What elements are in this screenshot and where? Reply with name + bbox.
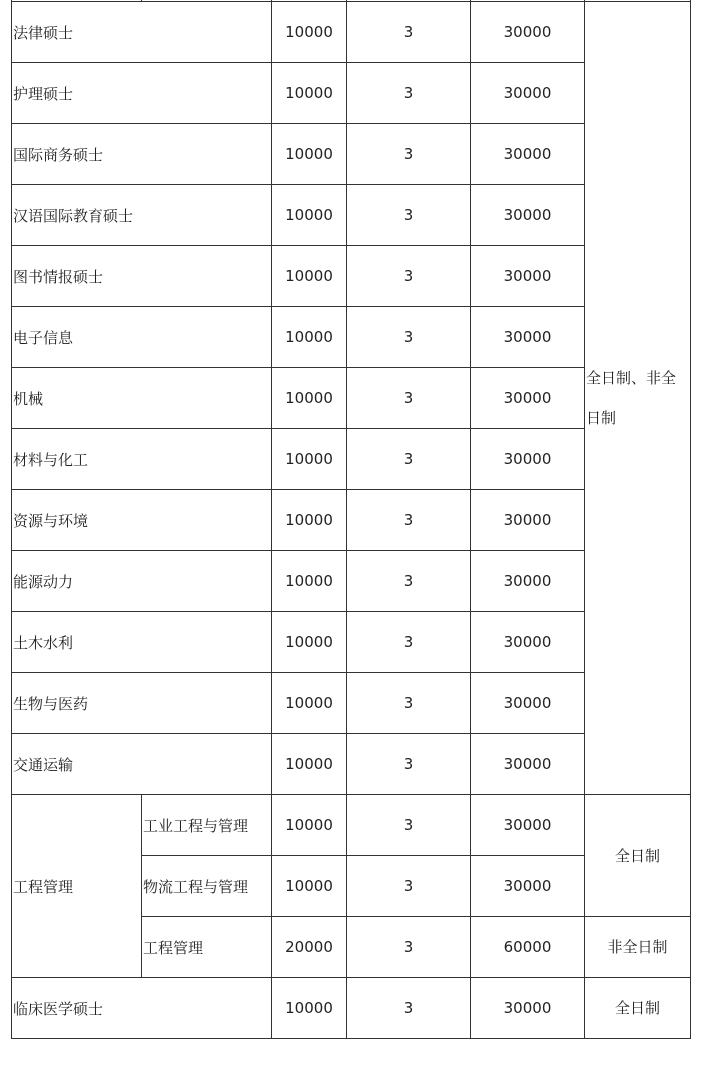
degree-name-cell: 土木水利 xyxy=(12,612,272,673)
degree-name-cell: 电子信息 xyxy=(12,307,272,368)
duration-years-cell: 3 xyxy=(347,551,471,612)
annual-fee-cell: 10000 xyxy=(272,368,347,429)
duration-years-cell: 3 xyxy=(347,795,471,856)
study-mode-cell: 全日制 xyxy=(585,978,691,1039)
study-mode-cell: 全日制 xyxy=(585,795,691,917)
duration-years-cell: 3 xyxy=(347,734,471,795)
annual-fee-cell: 10000 xyxy=(272,2,347,63)
annual-fee-cell: 10000 xyxy=(272,978,347,1039)
total-fee-cell: 30000 xyxy=(471,2,585,63)
annual-fee-cell: 10000 xyxy=(272,551,347,612)
duration-years-cell: 3 xyxy=(347,612,471,673)
tuition-table-body xyxy=(12,0,691,1039)
degree-name-cell: 临床医学硕士 xyxy=(12,978,272,1039)
annual-fee-cell: 10000 xyxy=(272,490,347,551)
duration-years-cell: 3 xyxy=(347,63,471,124)
study-mode-cell: 全日制、非全日制 xyxy=(585,2,691,795)
study-mode-cell: 非全日制 xyxy=(585,917,691,978)
degree-name-cell: 图书情报硕士 xyxy=(12,246,272,307)
total-fee-cell: 60000 xyxy=(471,917,585,978)
annual-fee-cell: 10000 xyxy=(272,429,347,490)
total-fee-cell: 30000 xyxy=(471,307,585,368)
duration-years-cell: 3 xyxy=(347,368,471,429)
total-fee-cell: 30000 xyxy=(471,185,585,246)
degree-name-cell: 国际商务硕士 xyxy=(12,124,272,185)
total-fee-cell: 30000 xyxy=(471,246,585,307)
duration-years-cell: 3 xyxy=(347,490,471,551)
annual-fee-cell: 10000 xyxy=(272,185,347,246)
table-row xyxy=(12,978,691,1039)
table-row xyxy=(12,795,691,856)
total-fee-cell: 30000 xyxy=(471,612,585,673)
degree-name-cell: 资源与环境 xyxy=(12,490,272,551)
total-fee-cell: 30000 xyxy=(471,124,585,185)
total-fee-cell: 30000 xyxy=(471,856,585,917)
annual-fee-cell: 10000 xyxy=(272,673,347,734)
total-fee-cell: 30000 xyxy=(471,490,585,551)
sub-degree-name-cell: 工程管理 xyxy=(142,917,272,978)
duration-years-cell: 3 xyxy=(347,124,471,185)
degree-name-cell: 能源动力 xyxy=(12,551,272,612)
degree-group-cell: 工程管理 xyxy=(12,795,142,978)
duration-years-cell: 3 xyxy=(347,2,471,63)
annual-fee-cell: 10000 xyxy=(272,124,347,185)
degree-name-cell: 汉语国际教育硕士 xyxy=(12,185,272,246)
annual-fee-cell: 10000 xyxy=(272,856,347,917)
total-fee-cell: 30000 xyxy=(471,551,585,612)
total-fee-cell: 30000 xyxy=(471,673,585,734)
annual-fee-cell: 10000 xyxy=(272,795,347,856)
total-fee-cell: 30000 xyxy=(471,429,585,490)
sub-degree-name-cell: 工业工程与管理 xyxy=(142,795,272,856)
annual-fee-cell: 10000 xyxy=(272,307,347,368)
duration-years-cell: 3 xyxy=(347,856,471,917)
annual-fee-cell: 10000 xyxy=(272,63,347,124)
annual-fee-cell: 10000 xyxy=(272,246,347,307)
degree-name-cell: 生物与医药 xyxy=(12,673,272,734)
sub-degree-name-cell: 物流工程与管理 xyxy=(142,856,272,917)
total-fee-cell: 30000 xyxy=(471,368,585,429)
tuition-table-container xyxy=(11,0,691,1039)
duration-years-cell: 3 xyxy=(347,978,471,1039)
degree-name-cell: 法律硕士 xyxy=(12,2,272,63)
total-fee-cell: 30000 xyxy=(471,63,585,124)
degree-name-cell: 护理硕士 xyxy=(12,63,272,124)
duration-years-cell: 3 xyxy=(347,185,471,246)
degree-name-cell: 交通运输 xyxy=(12,734,272,795)
duration-years-cell: 3 xyxy=(347,429,471,490)
tuition-table xyxy=(11,0,691,1039)
degree-name-cell: 机械 xyxy=(12,368,272,429)
annual-fee-cell: 10000 xyxy=(272,734,347,795)
total-fee-cell: 30000 xyxy=(471,978,585,1039)
table-row xyxy=(12,2,691,63)
annual-fee-cell: 10000 xyxy=(272,612,347,673)
duration-years-cell: 3 xyxy=(347,673,471,734)
degree-name-cell: 材料与化工 xyxy=(12,429,272,490)
duration-years-cell: 3 xyxy=(347,307,471,368)
total-fee-cell: 30000 xyxy=(471,795,585,856)
total-fee-cell: 30000 xyxy=(471,734,585,795)
annual-fee-cell: 20000 xyxy=(272,917,347,978)
duration-years-cell: 3 xyxy=(347,917,471,978)
duration-years-cell: 3 xyxy=(347,246,471,307)
